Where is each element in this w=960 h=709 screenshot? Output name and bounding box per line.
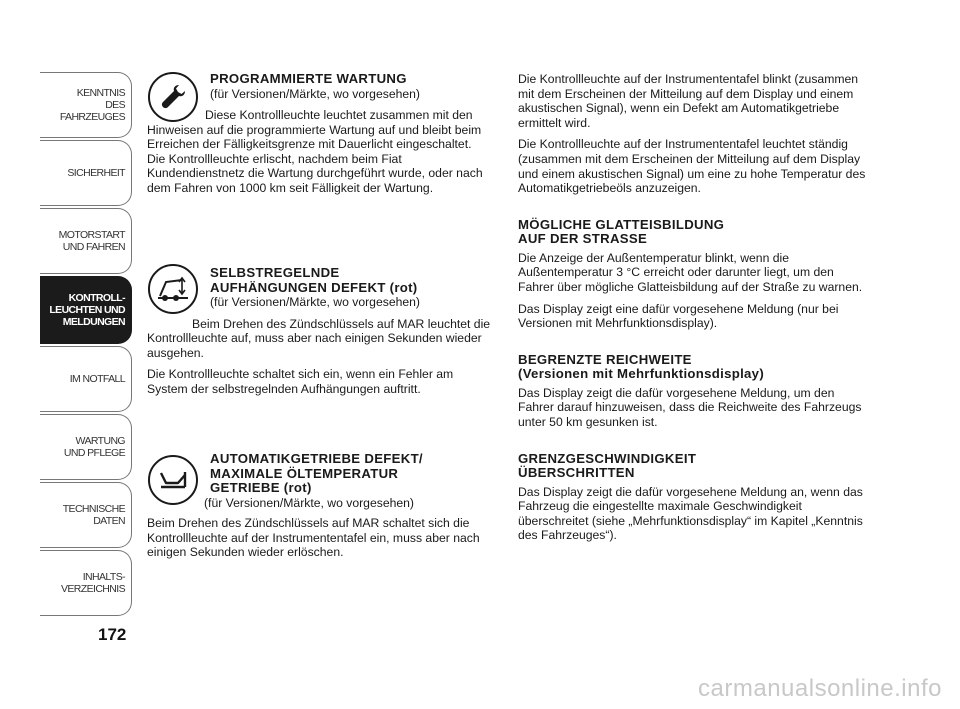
section-title-line1: AUTOMATIKGETRIEBE DEFEKT/ [210, 451, 423, 466]
section-body: Diese Kontrollleuchte leuchtet zusammen mit den Hinweisen auf die programmierte Wartung auf und bleibt beim Erreichen der Fälligkeitsgrenze mit Dauerlicht eingeschaltet. Die Kontrollleuchte erlischt, nachdem beim Fiat Kundendienstnetz die Wartung durchgeführt wurde, oder nach dem Fahren von 1000 km seit Fälligkeit der Wartung. [147, 108, 483, 196]
tab-technische-daten[interactable]: TECHNISCHE DATEN [40, 482, 132, 548]
tab-kenntnis[interactable]: KENNTNIS DES FAHRZEUGES [40, 72, 132, 138]
heading-glatteis-line2: AUF DER STRASSE [518, 231, 648, 247]
section-body: Beim Drehen des Zündschlüssels auf MAR schaltet sich die Kontrollleuchte auf der Instrumententafel ein, muss aber nach einigen Sekunden wieder erlöschen. [147, 516, 480, 560]
section-title-line3: GETRIEBE (rot) [210, 480, 312, 495]
tab-im-notfall[interactable]: IM NOTFALL [40, 346, 132, 412]
tab-wartung[interactable]: WARTUNG UND PFLEGE [40, 414, 132, 480]
paragraph: Die Kontrollleuchte auf der Instrumententafel leuchtet ständig (zusammen mit dem Erscheinen der Mitteilung auf dem Display und einem akustischen Signal) um eine zu hohe Temperatur des Automatikgetriebeöls anzuzeigen. [518, 137, 866, 196]
heading-reichweite-line2: (Versionen mit Mehrfunktionsdisplay) [518, 366, 765, 382]
heading-glatteis-line1: MÖGLICHE GLATTEISBILDUNG [518, 216, 725, 232]
paragraph: Die Anzeige der Außentemperatur blinkt, wenn die Außentemperatur 3 °C erreicht oder darunter liegt, um den Fahrer über mögliche Glatteisbildung auf der Straße zu warnen. [518, 250, 863, 294]
right-column [518, 72, 873, 543]
section-automatikgetriebe [147, 452, 492, 560]
heading-grenzgeschwindigkeit-line1: GRENZGESCHWINDIGKEIT [518, 450, 697, 466]
watermark: carmanualsonline.info [698, 675, 942, 702]
tab-motorstart[interactable]: MOTORSTART UND FAHREN [40, 208, 132, 274]
section-title-line1: SELBSTREGELNDE [210, 265, 340, 280]
section-body-1: Beim Drehen des Zündschlüssels auf MAR leuchtet die Kontrollleuchte auf, muss aber nach einigen Sekunden wieder ausgehen. [147, 316, 491, 360]
section-title-line2: MAXIMALE ÖLTEMPERATUR [210, 465, 399, 481]
section-subtitle: (für Versionen/Märkte, wo vorgesehen) [210, 295, 420, 309]
section-subtitle: (für Versionen/Märkte, wo vorgesehen) [210, 86, 420, 101]
paragraph: Das Display zeigt eine dafür vorgesehene Meldung (nur bei Versionen mit Mehrfunktionsdisplay). [518, 301, 839, 331]
heading-reichweite-line1: BEGRENZTE REICHWEITE [518, 351, 692, 367]
section-programmierte-wartung [147, 72, 492, 196]
tab-kontrollleuchten[interactable]: KONTROLL- LEUCHTEN UND MELDUNGEN [40, 276, 132, 344]
tab-sicherheit[interactable]: SICHERHEIT [40, 140, 132, 206]
section-title: PROGRAMMIERTE WARTUNG [210, 71, 407, 86]
page-number: 172 [98, 625, 127, 644]
paragraph: Das Display zeigt die dafür vorgesehene Meldung an, wenn das Fahrzeug die eingestellte maximale Geschwindigkeit überschreitet (siehe „Mehrfunktionsdisplay“ im Kapitel „Kenntnis des Fahrzeuges“). [518, 484, 863, 543]
heading-grenzgeschwindigkeit-line2: ÜBERSCHRITTEN [518, 465, 635, 480]
paragraph: Das Display zeigt die dafür vorgesehene Meldung, um den Fahrer darauf hinzuweisen, dass die Reichweite des Fahrzeugs unter 50 km gesunken ist. [518, 385, 862, 429]
section-title-line2: AUFHÄNGUNGEN DEFEKT (rot) [210, 279, 418, 295]
paragraph: Die Kontrollleuchte auf der Instrumententafel blinkt (zusammen mit dem Erscheinen der Mitteilung auf dem Display und einem akustischen Signal), wenn ein Defekt am Automatikgetriebe ermittelt wird. [518, 72, 859, 130]
tab-inhaltsverzeichnis[interactable]: INHALTS- VERZEICHNIS [40, 550, 132, 616]
section-selbstregelnde-aufhaengungen [147, 266, 492, 397]
section-body-2: Die Kontrollleuchte schaltet sich ein, wenn ein Fehler am System der selbstregelnden Aufhängungen auftritt. [147, 367, 454, 396]
section-subtitle: (für Versionen/Märkte, wo vorgesehen) [204, 495, 414, 510]
